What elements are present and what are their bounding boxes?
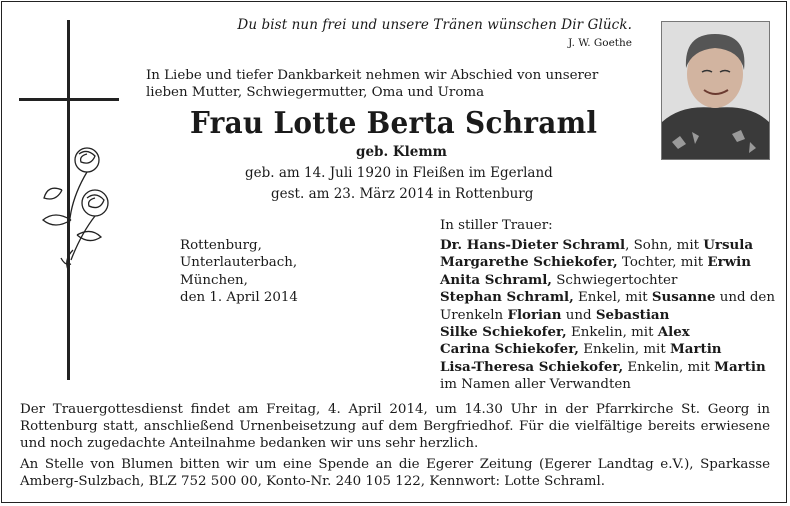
mourners-list: [440, 237, 775, 394]
place-date: den 1. April 2014: [180, 290, 298, 306]
donation-text: An Stelle von Blumen bitten wir um eine Spende an die Egerer Zeitung (Egerer Landtag e.V.), Sparkasse Amberg-Sulzbach, BLZ 752 500 00, Konto-Nr. 240 105 122, Kennwort: Lotte Schraml.: [20, 457, 770, 489]
intro-line-1: In Liebe und tiefer Dankbarkeit nehmen wir Abschied von unserer: [146, 68, 599, 83]
mourner-name: Lisa-Theresa Schiekofer,: [440, 358, 624, 375]
place-line: Rottenburg,: [180, 238, 262, 253]
mourner-name: Susanne: [651, 289, 716, 306]
place-line: Unterlauterbach,: [180, 255, 298, 271]
mourner-name: Silke Schiekofer,: [440, 324, 567, 341]
mourner-line: [440, 237, 775, 254]
mourner-name: Dr. Hans-Dieter Schraml: [440, 237, 626, 253]
maiden-name: geb. Klemm: [356, 144, 447, 160]
quote-author: J. W. Goethe: [568, 37, 632, 49]
deceased-name: [0, 106, 790, 141]
mourner-line: [440, 324, 775, 341]
mourner-name: Erwin: [707, 254, 751, 271]
mourner-name: Alex: [657, 324, 690, 341]
mourner-relation: Enkelin, mit: [623, 359, 715, 375]
mourner-line: [440, 289, 775, 306]
mourner-line: [440, 341, 775, 358]
mourner-line: [440, 272, 775, 289]
mourner-line: [440, 376, 775, 393]
mourner-relation: Enkelin, mit: [578, 342, 670, 358]
mourner-relation: Enkelin, mit: [566, 325, 658, 341]
deceased-name-text: Frau Lotte Berta Schraml: [190, 106, 598, 141]
death-info: gest. am 23. März 2014 in Rottenburg: [271, 186, 534, 202]
mourner-relation: Tochter, mit: [617, 255, 708, 271]
mourner-name: Martin: [714, 358, 766, 375]
mourner-name: Martin: [669, 341, 722, 358]
intro-line-2: lieben Mutter, Schwiegermutter, Oma und Uroma: [146, 85, 485, 100]
mourner-name: Carina Schiekofer,: [440, 341, 579, 358]
mourner-name: Florian: [507, 306, 562, 323]
mourners-heading: In stiller Trauer:: [440, 218, 553, 233]
mourner-relation: Schwiegertochter: [551, 272, 678, 288]
mourner-line: [440, 359, 775, 376]
service-text: Der Trauergottesdienst findet am Freitag, 4. April 2014, um 14.30 Uhr in der Pfarrkirche St. Georg in Rottenburg statt, anschließend Urnenbeisetzung auf dem Bergfriedhof. Für die vielfältige bereits erwiesene und noch zugedachte Anteilnahme bedanken wir uns sehr herzlich.: [20, 402, 770, 451]
mourner-name: Ursula: [703, 237, 754, 253]
mourner-name: Stephan Schraml,: [440, 289, 574, 306]
mourner-line: [440, 307, 775, 324]
quote-text: Du bist nun frei und unsere Tränen wünschen Dir Glück.: [237, 17, 632, 33]
mourner-relation: Enkel, mit: [573, 290, 652, 306]
place-line: München,: [180, 272, 248, 288]
mourner-relation: Urenkeln: [440, 307, 508, 323]
intro-text: [146, 67, 598, 101]
mourner-relation: , Sohn, mit: [625, 238, 704, 253]
mourner-name: Sebastian: [595, 306, 670, 323]
cross-with-roses-icon: [17, 20, 127, 385]
mourner-relation: und den: [715, 290, 775, 306]
mourner-relation: im Namen aller Verwandten: [440, 377, 631, 393]
mourner-name: Margarethe Schiekofer,: [440, 254, 618, 271]
places-block: [180, 237, 298, 307]
birth-info: geb. am 14. Juli 1920 in Fleißen im Egerland: [245, 165, 553, 181]
mourner-relation: und: [561, 307, 596, 323]
mourner-line: [440, 254, 775, 271]
mourner-name: Anita Schraml,: [440, 271, 552, 288]
